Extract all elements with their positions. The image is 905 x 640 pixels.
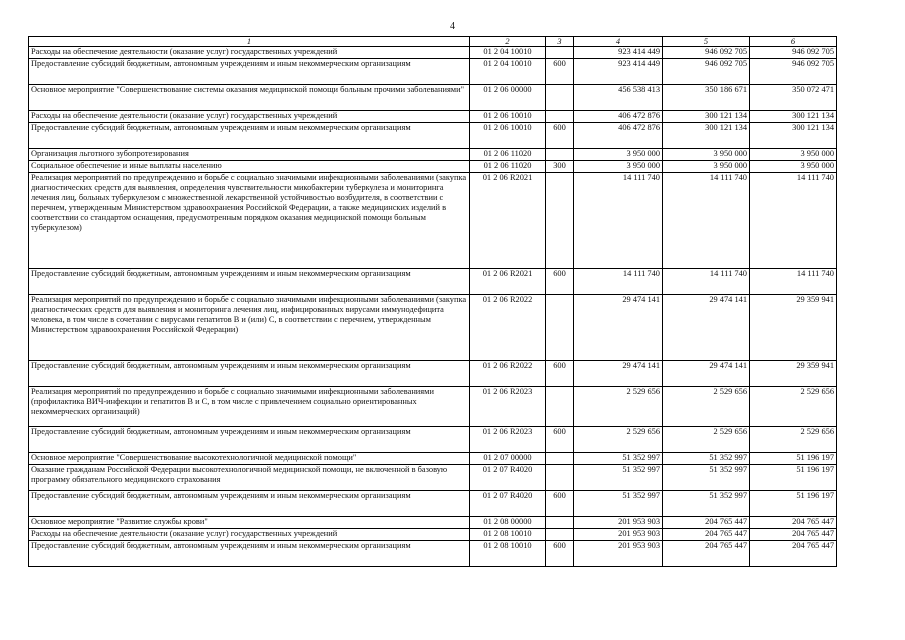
table-row [29, 269, 837, 295]
column-number-row [29, 37, 837, 47]
row-amount-year-2: 14 111 740 [663, 173, 750, 269]
row-name: Основное мероприятие "Совершенствование высокотехнологичной медицинской помощи" [29, 453, 470, 465]
row-amount-year-1: 14 111 740 [574, 269, 663, 295]
table-row [29, 491, 837, 517]
row-amount-year-1: 2 529 656 [574, 427, 663, 453]
table-row [29, 149, 837, 161]
row-amount-year-3: 350 072 471 [750, 85, 837, 111]
row-expense-type [546, 111, 574, 123]
row-expense-type [546, 149, 574, 161]
table-row [29, 517, 837, 529]
row-expense-type: 300 [546, 161, 574, 173]
row-code: 01 2 07 R4020 [470, 491, 546, 517]
row-amount-year-3: 51 196 197 [750, 465, 837, 491]
table-row [29, 111, 837, 123]
row-expense-type [546, 529, 574, 541]
row-name: Предоставление субсидий бюджетным, автономным учреждениям и иным некоммерческим организациям [29, 123, 470, 149]
row-name: Расходы на обеспечение деятельности (оказание услуг) государственных учреждений [29, 529, 470, 541]
row-name: Предоставление субсидий бюджетным, автономным учреждениям и иным некоммерческим организациям [29, 269, 470, 295]
row-expense-type [546, 295, 574, 361]
row-code: 01 2 06 R2021 [470, 269, 546, 295]
row-name: Организация льготного зубопротезирования [29, 149, 470, 161]
row-expense-type: 600 [546, 123, 574, 149]
table-row [29, 295, 837, 361]
row-amount-year-3: 51 196 197 [750, 453, 837, 465]
table-row [29, 173, 837, 269]
page-number: 4 [450, 21, 455, 32]
row-amount-year-3: 204 765 447 [750, 529, 837, 541]
row-amount-year-1: 2 529 656 [574, 387, 663, 427]
table-row [29, 465, 837, 491]
row-expense-type: 600 [546, 59, 574, 85]
row-code: 01 2 06 11020 [470, 149, 546, 161]
row-name: Основное мероприятие "Совершенствование системы оказания медицинской помощи больным прочими заболеваниями" [29, 85, 470, 111]
row-expense-type: 600 [546, 491, 574, 517]
row-code: 01 2 04 10010 [470, 47, 546, 59]
row-amount-year-3: 204 765 447 [750, 517, 837, 529]
row-amount-year-1: 51 352 997 [574, 453, 663, 465]
row-amount-year-3: 3 950 000 [750, 161, 837, 173]
row-amount-year-1: 3 950 000 [574, 161, 663, 173]
row-amount-year-1: 201 953 903 [574, 529, 663, 541]
row-name: Реализация мероприятий по предупреждению и борьбе с социально значимыми инфекционными заболеваниями (закупка диагностических средств для выявления и мониторинга лечения лиц, инфицированных вирусами иммунодефицита человека, в том числе в сочетании с вирусами гепатитов В и (или) С, в соответствии с перечнем, утвержденным Министерством здравоохранения Российской Федерации) [29, 295, 470, 361]
column-number: 1 [29, 37, 470, 47]
table-row [29, 123, 837, 149]
row-expense-type [546, 453, 574, 465]
row-amount-year-3: 2 529 656 [750, 427, 837, 453]
row-amount-year-2: 204 765 447 [663, 529, 750, 541]
row-amount-year-3: 300 121 134 [750, 111, 837, 123]
row-amount-year-1: 923 414 449 [574, 59, 663, 85]
row-amount-year-3: 51 196 197 [750, 491, 837, 517]
row-expense-type: 600 [546, 427, 574, 453]
row-amount-year-2: 14 111 740 [663, 269, 750, 295]
column-number: 2 [470, 37, 546, 47]
row-code: 01 2 06 R2022 [470, 361, 546, 387]
row-expense-type: 600 [546, 361, 574, 387]
table-row [29, 59, 837, 85]
row-name: Реализация мероприятий по предупреждению и борьбе с социально значимыми инфекционными заболеваниями (профилактика ВИЧ-инфекции и гепатитов В и С, в том числе с привлечением социально ориентированных некоммерческих организаций) [29, 387, 470, 427]
row-amount-year-2: 300 121 134 [663, 123, 750, 149]
row-expense-type [546, 47, 574, 59]
row-code: 01 2 06 R2021 [470, 173, 546, 269]
row-code: 01 2 06 R2022 [470, 295, 546, 361]
row-amount-year-2: 946 092 705 [663, 59, 750, 85]
row-code: 01 2 06 10010 [470, 123, 546, 149]
row-amount-year-2: 51 352 997 [663, 453, 750, 465]
row-amount-year-1: 29 474 141 [574, 361, 663, 387]
row-amount-year-3: 946 092 705 [750, 59, 837, 85]
row-code: 01 2 07 R4020 [470, 465, 546, 491]
row-amount-year-1: 923 414 449 [574, 47, 663, 59]
row-code: 01 2 04 10010 [470, 59, 546, 85]
row-name: Предоставление субсидий бюджетным, автономным учреждениям и иным некоммерческим организациям [29, 427, 470, 453]
row-expense-type: 600 [546, 269, 574, 295]
row-code: 01 2 08 10010 [470, 529, 546, 541]
row-amount-year-2: 204 765 447 [663, 517, 750, 529]
row-amount-year-1: 406 472 876 [574, 111, 663, 123]
row-code: 01 2 06 R2023 [470, 387, 546, 427]
row-amount-year-3: 946 092 705 [750, 47, 837, 59]
row-amount-year-3: 2 529 656 [750, 387, 837, 427]
row-name: Оказание гражданам Российской Федерации высокотехнологичной медицинской помощи, не включенной в базовую программу обязательного медицинского страхования [29, 465, 470, 491]
row-name: Социальное обеспечение и иные выплаты населению [29, 161, 470, 173]
row-amount-year-3: 14 111 740 [750, 269, 837, 295]
table-row [29, 85, 837, 111]
table-row [29, 161, 837, 173]
column-number: 5 [663, 37, 750, 47]
row-name: Расходы на обеспечение деятельности (оказание услуг) государственных учреждений [29, 111, 470, 123]
row-expense-type: 600 [546, 541, 574, 567]
row-amount-year-1: 51 352 997 [574, 491, 663, 517]
row-code: 01 2 06 11020 [470, 161, 546, 173]
row-amount-year-1: 201 953 903 [574, 541, 663, 567]
table-row [29, 427, 837, 453]
row-amount-year-1: 29 474 141 [574, 295, 663, 361]
table-row [29, 541, 837, 567]
column-number: 4 [574, 37, 663, 47]
row-amount-year-1: 201 953 903 [574, 517, 663, 529]
column-number: 6 [750, 37, 837, 47]
table-row [29, 387, 837, 427]
row-amount-year-3: 204 765 447 [750, 541, 837, 567]
row-amount-year-1: 406 472 876 [574, 123, 663, 149]
table-row [29, 529, 837, 541]
row-name: Предоставление субсидий бюджетным, автономным учреждениям и иным некоммерческим организациям [29, 491, 470, 517]
row-amount-year-3: 29 359 941 [750, 295, 837, 361]
row-amount-year-3: 300 121 134 [750, 123, 837, 149]
row-expense-type [546, 387, 574, 427]
row-expense-type [546, 517, 574, 529]
row-amount-year-3: 3 950 000 [750, 149, 837, 161]
row-amount-year-1: 51 352 997 [574, 465, 663, 491]
row-code: 01 2 06 10010 [470, 111, 546, 123]
row-name: Основное мероприятие "Развитие службы крови" [29, 517, 470, 529]
row-amount-year-1: 456 538 413 [574, 85, 663, 111]
row-amount-year-3: 29 359 941 [750, 361, 837, 387]
row-amount-year-3: 14 111 740 [750, 173, 837, 269]
row-name: Предоставление субсидий бюджетным, автономным учреждениям и иным некоммерческим организациям [29, 541, 470, 567]
row-name: Расходы на обеспечение деятельности (оказание услуг) государственных учреждений [29, 47, 470, 59]
row-amount-year-2: 2 529 656 [663, 387, 750, 427]
table-row [29, 361, 837, 387]
row-amount-year-1: 14 111 740 [574, 173, 663, 269]
row-amount-year-2: 29 474 141 [663, 361, 750, 387]
row-amount-year-2: 204 765 447 [663, 541, 750, 567]
row-amount-year-2: 350 186 671 [663, 85, 750, 111]
row-name: Реализация мероприятий по предупреждению и борьбе с социально значимыми инфекционными заболеваниями (закупка диагностических средств для выявления, определения чувствительности микобактерии туберкулеза и мониторинга лечения лиц, больных туберкулезом с множественной лекарственной устойчивостью возбудителя, в соответствии с перечнем, утвержденным Министерством здравоохранения Российской Федерации, а также медицинских изделий в соответствии со стандартом оснащения, предусмотренным порядком оказания медицинской помощи больным туберкулезом) [29, 173, 470, 269]
row-amount-year-2: 946 092 705 [663, 47, 750, 59]
row-code: 01 2 07 00000 [470, 453, 546, 465]
row-name: Предоставление субсидий бюджетным, автономным учреждениям и иным некоммерческим организациям [29, 59, 470, 85]
row-code: 01 2 08 00000 [470, 517, 546, 529]
table-row [29, 47, 837, 59]
row-amount-year-1: 3 950 000 [574, 149, 663, 161]
row-amount-year-2: 300 121 134 [663, 111, 750, 123]
row-code: 01 2 08 10010 [470, 541, 546, 567]
row-amount-year-2: 3 950 000 [663, 161, 750, 173]
row-amount-year-2: 29 474 141 [663, 295, 750, 361]
row-name: Предоставление субсидий бюджетным, автономным учреждениям и иным некоммерческим организациям [29, 361, 470, 387]
row-amount-year-2: 3 950 000 [663, 149, 750, 161]
column-number: 3 [546, 37, 574, 47]
row-expense-type [546, 85, 574, 111]
row-expense-type [546, 465, 574, 491]
row-expense-type [546, 173, 574, 269]
row-amount-year-2: 51 352 997 [663, 465, 750, 491]
row-amount-year-2: 2 529 656 [663, 427, 750, 453]
row-code: 01 2 06 R2023 [470, 427, 546, 453]
row-code: 01 2 06 00000 [470, 85, 546, 111]
budget-table [28, 36, 837, 567]
table-row [29, 453, 837, 465]
row-amount-year-2: 51 352 997 [663, 491, 750, 517]
